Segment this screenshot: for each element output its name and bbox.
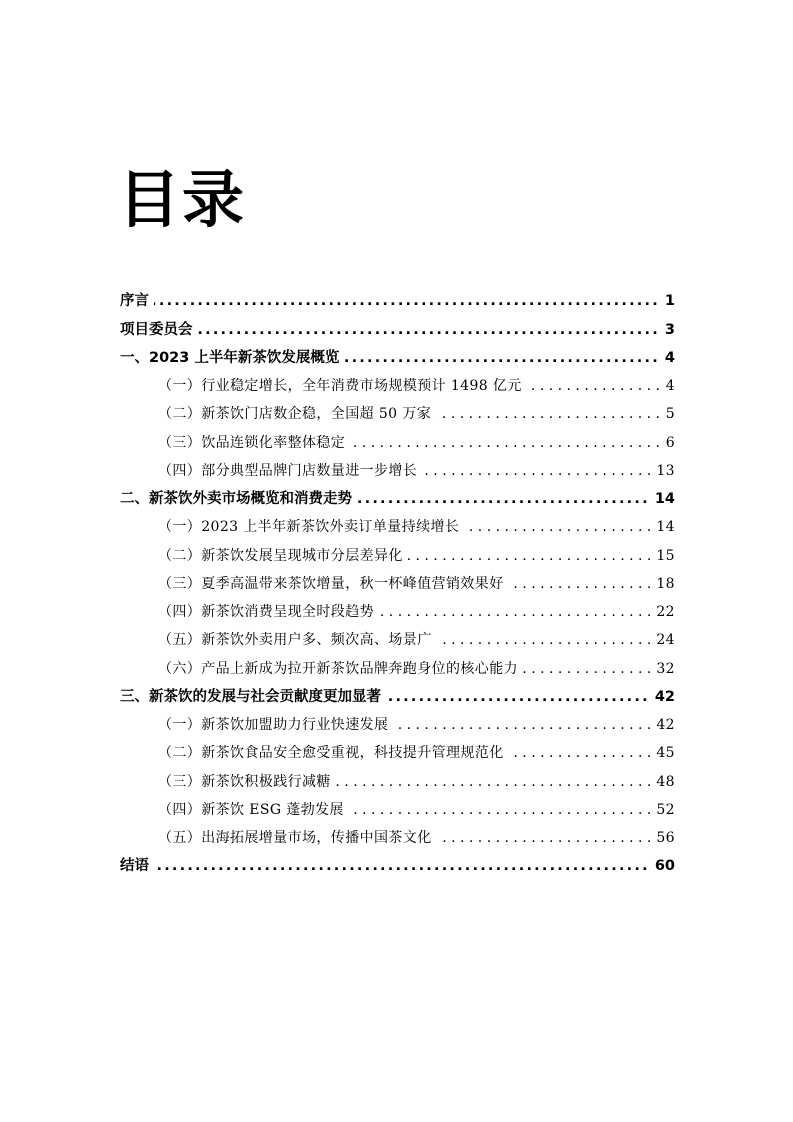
page-title: 目录 bbox=[118, 163, 247, 236]
toc-dot-leader bbox=[422, 461, 651, 481]
toc-dot-leader bbox=[154, 291, 660, 311]
toc-subsection-entry[interactable] bbox=[120, 764, 675, 792]
toc-dot-leader bbox=[350, 433, 660, 453]
toc-page-number: 4 bbox=[664, 349, 675, 366]
toc-dot-leader bbox=[357, 489, 650, 509]
toc-section-entry[interactable] bbox=[120, 482, 675, 510]
toc-dot-leader bbox=[393, 715, 651, 735]
toc-entry-label: （二）新茶饮食品安全愈受重视，科技提升管理规范化 bbox=[158, 745, 504, 762]
toc-page-number: 32 bbox=[656, 660, 675, 677]
toc-entry-label: （二）新茶饮发展呈现城市分层差异化 bbox=[158, 547, 403, 564]
toc-page-number: 3 bbox=[664, 321, 675, 338]
toc-subsection-entry[interactable] bbox=[120, 595, 675, 623]
toc-entry-label: （一）行业稳定增长，全年消费市场规模预计 1498 亿元 bbox=[158, 378, 522, 394]
toc-page-number: 56 bbox=[656, 830, 675, 846]
toc-page-number: 48 bbox=[656, 773, 675, 790]
toc-entry-label: （三）夏季高温带来茶饮增量，秋一杯峰值营销效果好 bbox=[158, 575, 504, 592]
toc-dot-leader bbox=[437, 630, 652, 650]
toc-entry-label: 二、新茶饮外卖市场概览和消费走势 bbox=[120, 491, 352, 507]
toc-dot-leader bbox=[464, 517, 651, 537]
toc-entry-label: （二）新茶饮门店数企稳，全国超 50 万家 bbox=[158, 406, 432, 423]
toc-subsection-entry[interactable] bbox=[120, 736, 675, 764]
toc-subsection-entry[interactable] bbox=[120, 793, 675, 821]
toc-subsection-entry[interactable] bbox=[120, 397, 675, 425]
toc-entry-label: （四）部分典型品牌门店数量进一步增长 bbox=[158, 462, 418, 479]
toc-entry-label: 结语 bbox=[120, 858, 149, 875]
toc-subsection-entry[interactable] bbox=[120, 538, 675, 566]
toc-dot-leader bbox=[386, 687, 650, 707]
toc-subsection-entry[interactable] bbox=[120, 567, 675, 595]
toc-page-number: 14 bbox=[654, 491, 675, 507]
toc-dot-leader bbox=[509, 574, 652, 594]
toc-subsection-entry[interactable] bbox=[120, 623, 675, 651]
toc-entry-label: （四）新茶饮 ESG 蓬勃发展 bbox=[158, 801, 344, 818]
toc-dot-leader bbox=[527, 376, 660, 396]
toc-subsection-entry[interactable] bbox=[120, 510, 675, 538]
toc-page-number: 24 bbox=[656, 632, 675, 649]
toc-dot-leader bbox=[154, 856, 650, 876]
toc-entry-label: （四）新茶饮消费呈现全时段趋势 bbox=[158, 604, 374, 620]
toc-page-number: 14 bbox=[656, 519, 675, 536]
toc-entry-label: （五）新茶饮外卖用户多、频次高、场景广 bbox=[158, 632, 432, 649]
toc-subsection-entry[interactable] bbox=[120, 708, 675, 736]
toc-page-number: 42 bbox=[656, 717, 675, 733]
toc-page-number: 1 bbox=[664, 293, 675, 310]
toc-dot-leader bbox=[436, 404, 660, 424]
toc-dot-leader bbox=[408, 546, 652, 566]
toc-dot-leader bbox=[349, 800, 651, 820]
toc-page-number: 4 bbox=[665, 378, 675, 394]
toc-entry-label: （六）产品上新成为拉开新茶饮品牌奔跑身位的核心能力 bbox=[158, 660, 518, 677]
toc-section-entry[interactable] bbox=[120, 849, 675, 877]
table-of-contents bbox=[120, 284, 675, 877]
toc-dot-leader bbox=[509, 743, 652, 763]
toc-entry-label: （三）饮品连锁化率整体稳定 bbox=[158, 434, 346, 451]
toc-dot-leader bbox=[379, 602, 651, 622]
toc-page-number: 15 bbox=[656, 547, 675, 564]
toc-entry-label: 三、新茶饮的发展与社会贡献度更加显著 bbox=[120, 688, 381, 705]
toc-dot-leader bbox=[198, 320, 660, 340]
toc-section-entry[interactable] bbox=[120, 312, 675, 340]
toc-section-entry[interactable] bbox=[120, 341, 675, 369]
toc-subsection-entry[interactable] bbox=[120, 821, 675, 849]
toc-section-entry[interactable] bbox=[120, 680, 675, 708]
toc-page-number: 60 bbox=[654, 858, 675, 875]
toc-subsection-entry[interactable] bbox=[120, 369, 675, 397]
toc-page-number: 52 bbox=[656, 801, 675, 818]
toc-dot-leader bbox=[523, 659, 651, 679]
toc-entry-label: （三）新茶饮积极践行减糖 bbox=[158, 773, 331, 790]
toc-entry-label: （一）2023 上半年新茶饮外卖订单量持续增长 bbox=[158, 519, 460, 536]
toc-page-number: 6 bbox=[665, 434, 675, 451]
toc-page-number: 18 bbox=[656, 575, 675, 592]
toc-subsection-entry[interactable] bbox=[120, 454, 675, 482]
toc-dot-leader bbox=[344, 348, 660, 368]
toc-page-number: 42 bbox=[654, 688, 675, 705]
toc-subsection-entry[interactable] bbox=[120, 651, 675, 679]
toc-entry-label: 序言 bbox=[120, 293, 149, 310]
toc-entry-label: 项目委员会 bbox=[120, 321, 193, 338]
toc-subsection-entry[interactable] bbox=[120, 425, 675, 453]
toc-dot-leader bbox=[437, 828, 652, 848]
toc-page-number: 45 bbox=[656, 745, 675, 762]
toc-dot-leader bbox=[336, 772, 652, 792]
toc-entry-label: （五）出海拓展增量市场，传播中国茶文化 bbox=[158, 830, 432, 846]
toc-section-entry[interactable] bbox=[120, 284, 675, 312]
toc-entry-label: 一、2023 上半年新茶饮发展概览 bbox=[120, 349, 340, 366]
toc-page-number: 22 bbox=[656, 604, 675, 620]
toc-entry-label: （一）新茶饮加盟助力行业快速发展 bbox=[158, 717, 389, 733]
toc-page-number: 13 bbox=[656, 462, 675, 479]
toc-page-number: 5 bbox=[665, 406, 675, 423]
